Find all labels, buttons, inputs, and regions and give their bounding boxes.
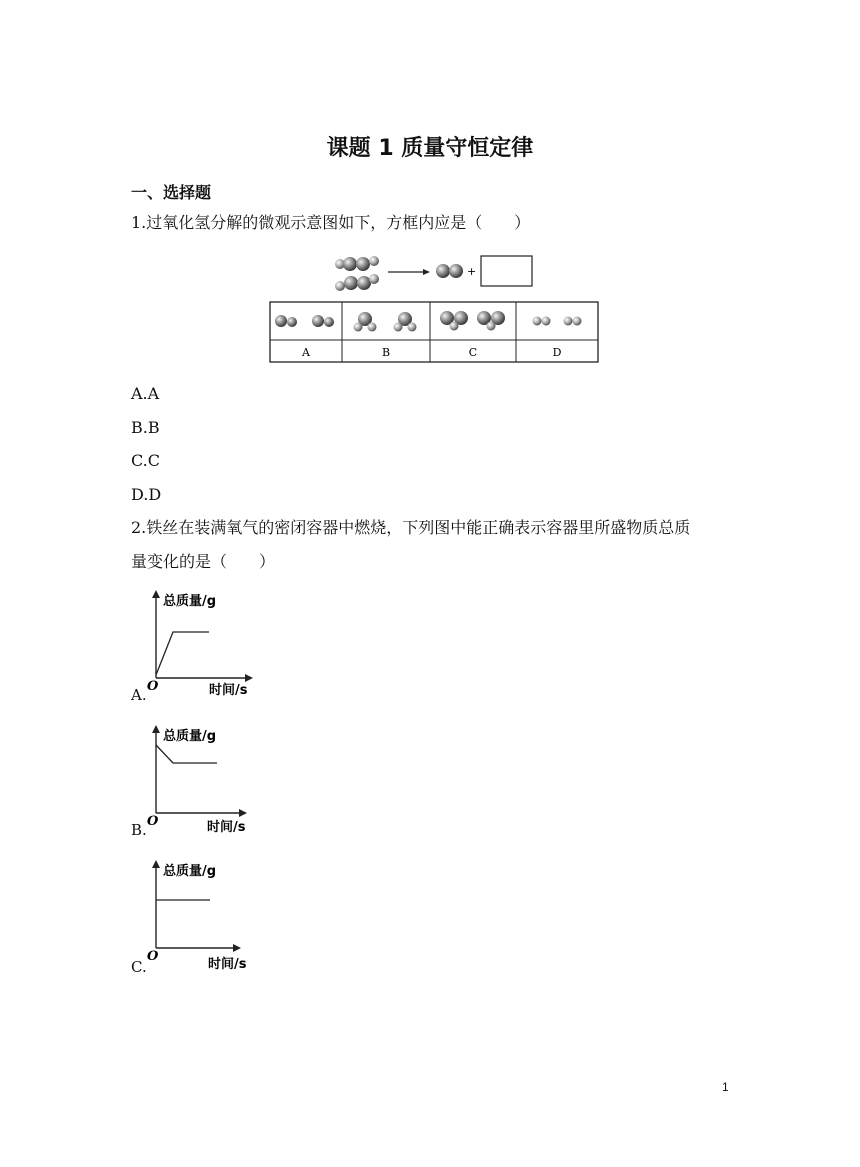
graph-c-xlabel: 时间/s	[208, 957, 247, 972]
question-2-stem-line-1: 2.铁丝在装满氧气的密闭容器中燃烧，下列图中能正确表示容器里所盛物质总质	[131, 518, 691, 537]
question-2-stem-line-2: 量变化的是（ ）	[131, 552, 276, 571]
choice-d-molecules	[533, 317, 582, 326]
choice-a-molecules	[275, 315, 334, 327]
choice-b-molecules	[354, 312, 417, 332]
question-2-graph-a	[131, 590, 261, 712]
graph-a-svg	[131, 590, 261, 708]
choice-label-b: B	[381, 346, 391, 359]
question-2-graph-c	[131, 860, 261, 982]
graph-b-option-label: B.	[131, 821, 147, 839]
graph-a-option-label: A.	[131, 686, 147, 704]
graph-a-origin: O	[147, 679, 159, 694]
reaction-arrow	[388, 269, 430, 275]
oxygen-molecule	[436, 264, 463, 278]
graph-a-ylabel: 总质量/g	[163, 594, 217, 609]
page-title: 课题 1 质量守恒定律	[326, 136, 534, 161]
section-heading: 一、选择题	[131, 183, 212, 202]
graph-a-xlabel: 时间/s	[209, 683, 248, 698]
choice-table	[270, 302, 598, 362]
graph-c-ylabel: 总质量/g	[163, 864, 217, 879]
choice-label-a: A	[302, 346, 310, 359]
graph-c-option-label: C.	[131, 958, 147, 976]
graph-b-line	[156, 745, 217, 763]
graph-a-line	[156, 632, 209, 675]
page-number: 1	[722, 1080, 729, 1094]
question-1-diagram	[268, 250, 602, 366]
choice-label-c: C	[468, 346, 478, 359]
question-1-option-d: D.D	[131, 485, 162, 504]
question-1-stem: 1.过氧化氢分解的微观示意图如下，方框内应是（ ）	[131, 213, 531, 232]
graph-c-svg	[131, 860, 261, 978]
question-1-option-b: B.B	[131, 418, 160, 437]
plus-sign: +	[467, 265, 477, 278]
graph-c-origin: O	[147, 949, 159, 964]
choice-label-d: D	[552, 346, 562, 359]
choice-c-molecules	[440, 311, 505, 331]
graph-b-origin: O	[147, 814, 159, 829]
reactant-molecules	[335, 256, 379, 291]
answer-box	[481, 256, 532, 286]
question-1-option-a: A.A	[131, 384, 160, 403]
graph-b-ylabel: 总质量/g	[163, 729, 217, 744]
graph-b-svg	[131, 725, 261, 843]
graph-b-xlabel: 时间/s	[207, 820, 246, 835]
question-1-option-c: C.C	[131, 451, 160, 470]
question-2-graph-b	[131, 725, 261, 847]
